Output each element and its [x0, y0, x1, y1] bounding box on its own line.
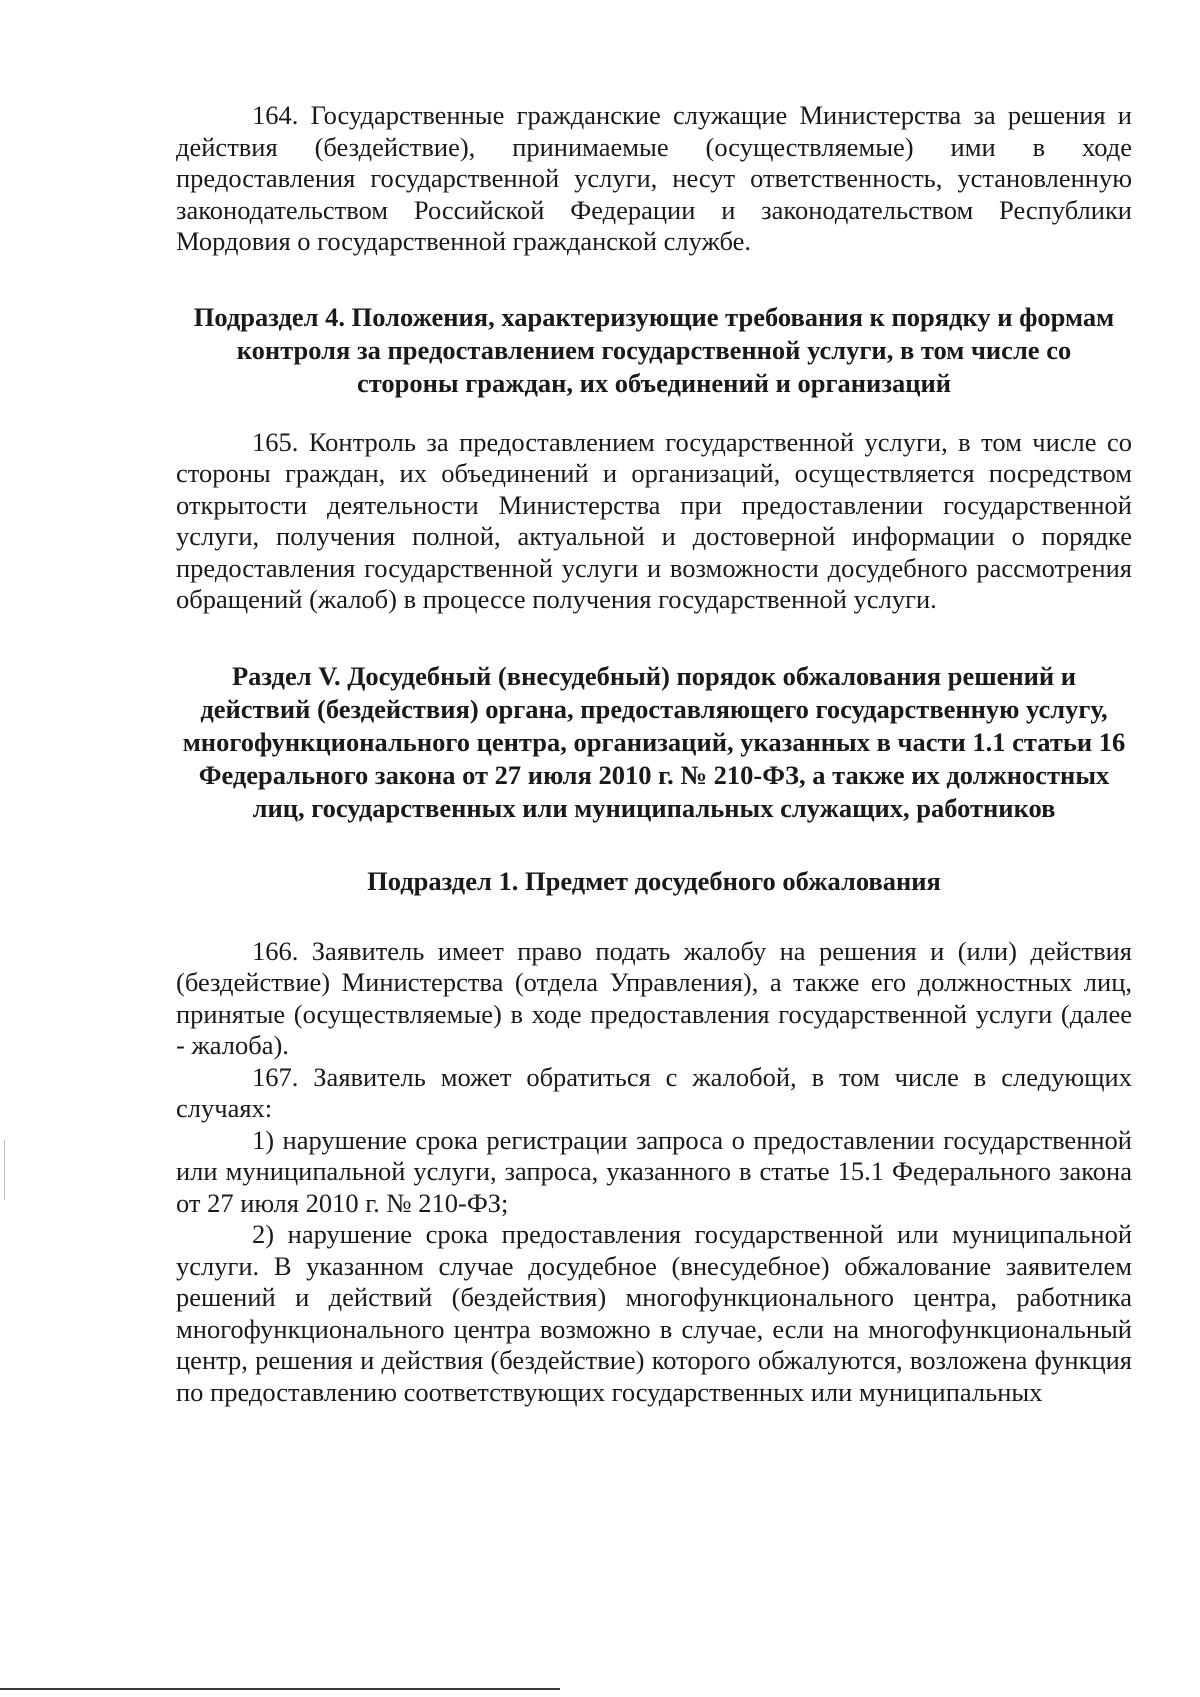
scan-bottom-line	[0, 1688, 560, 1690]
paragraph-165: 165. Контроль за предоставлением государственной услуги, в том числе со стороны граждан, их объединений и организаций, осуществляется посредством открытости деятельности Министерства при предоставлении государственной услуги, получения полной, актуальной и достоверной информации о порядке предоставления государственной услуги и возможности досудебного рассмотрения обращений (жалоб) в процессе получения государственной услуги.	[176, 426, 1132, 614]
section-5-heading: Раздел V. Досудебный (внесудебный) порядок обжалования решений и действий (бездействия) органа, предоставляющего государственную услугу, многофункционального центра, организаций, указанных в части 1.1 статьи 16 Федерального закона от 27 июля 2010 г. № 210-ФЗ, а также их должностных лиц, государственных или муниципальных служащих, работников	[182, 660, 1126, 823]
subsection-4-heading: Подраздел 4. Положения, характеризующие требования к порядку и формам контроля за предоставлением государственной услуги, в том числе со стороны граждан, их объединений и организаций	[193, 301, 1115, 398]
paragraph-167: 167. Заявитель может обратиться с жалобой, в том числе в следующих случаях:	[176, 1061, 1132, 1123]
list-item-2: 2) нарушение срока предоставления государственной или муниципальной услуги. В указанном случае досудебное (внесудебное) обжалование заявителем решений и действий (бездействия) многофункционального центра, работника многофункционального центра возможно в случае, если на многофункциональный центр, решения и действия (бездействие) которого обжалуются, возложена функция по предоставлению соответствующих государственных или муниципальных	[176, 1219, 1132, 1407]
document-page	[176, 100, 1132, 1408]
subsection-1-heading: Подраздел 1. Предмет досудебного обжалования	[367, 865, 941, 896]
paragraph-164: 164. Государственные гражданские служащие Министерства за решения и действия (бездействие), принимаемые (осуществляемые) ими в ходе предоставления государственной услуги, несут ответственность, установленную законодательством Российской Федерации и законодательством Республики Мордовия о государственной гражданской службе.	[176, 100, 1132, 256]
paragraph-166: 166. Заявитель имеет право подать жалобу на решения и (или) действия (бездействие) Министерства (отдела Управления), а также его должностных лиц, принятые (осуществляемые) в ходе предоставления государственной услуги (далее - жалоба).	[176, 935, 1132, 1060]
scan-edge-mark	[4, 1140, 5, 1200]
list-item-1: 1) нарушение срока регистрации запроса о предоставлении государственной или муниципальной услуги, запроса, указанного в статье 15.1 Федерального закона от 27 июля 2010 г. № 210-ФЗ;	[176, 1124, 1132, 1218]
